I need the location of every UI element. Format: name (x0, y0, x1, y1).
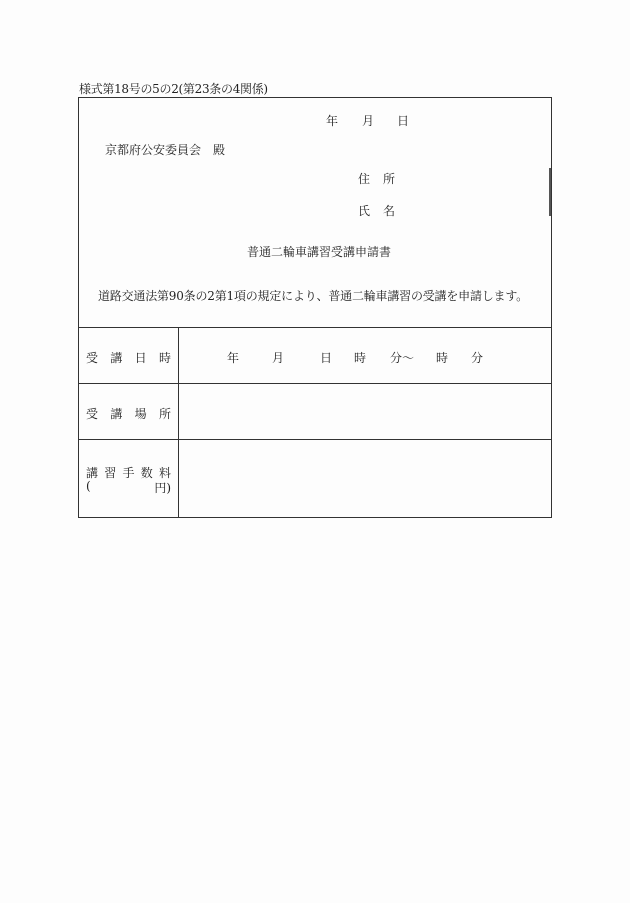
schedule-minute-to: 分〜 (390, 351, 415, 365)
date-day-label: 日 (397, 114, 410, 128)
row-label-fee: 講 習 手 数 料 (86, 466, 171, 480)
venue-value-field[interactable] (179, 384, 551, 439)
address-label: 住 所 (358, 172, 395, 186)
schedule-day: 日 (320, 351, 333, 365)
schedule-minute-end: 分 (471, 351, 484, 365)
fee-value-field[interactable] (179, 440, 551, 517)
fee-open-paren: ( (86, 479, 91, 493)
date-year-label: 年 (326, 114, 339, 128)
row-label-venue: 受 講 場 所 (86, 407, 171, 421)
table-top-border (79, 327, 551, 328)
addressee: 京都府公安委員会 殿 (105, 143, 226, 157)
schedule-value (79, 349, 551, 363)
date-month-label: 月 (362, 114, 375, 128)
edge-mark (549, 168, 551, 216)
application-statement: 道路交通法第90条の2第1項の規定により、普通二輪車講習の受講を申請します。 (98, 289, 528, 303)
document-title: 普通二輪車講習受講申請書 (247, 245, 392, 259)
schedule-month: 月 (272, 351, 285, 365)
name-label: 氏 名 (358, 204, 395, 218)
schedule-hour-end: 時 (436, 351, 449, 365)
schedule-year: 年 (227, 351, 240, 365)
fee-amount-line (86, 479, 171, 496)
fee-unit: 円) (154, 481, 171, 495)
row-label-schedule: 受 講 日 時 (86, 351, 171, 365)
application-form (78, 97, 552, 518)
schedule-hour: 時 (354, 351, 367, 365)
form-number: 様式第18号の5の2(第23条の4関係) (79, 82, 268, 96)
